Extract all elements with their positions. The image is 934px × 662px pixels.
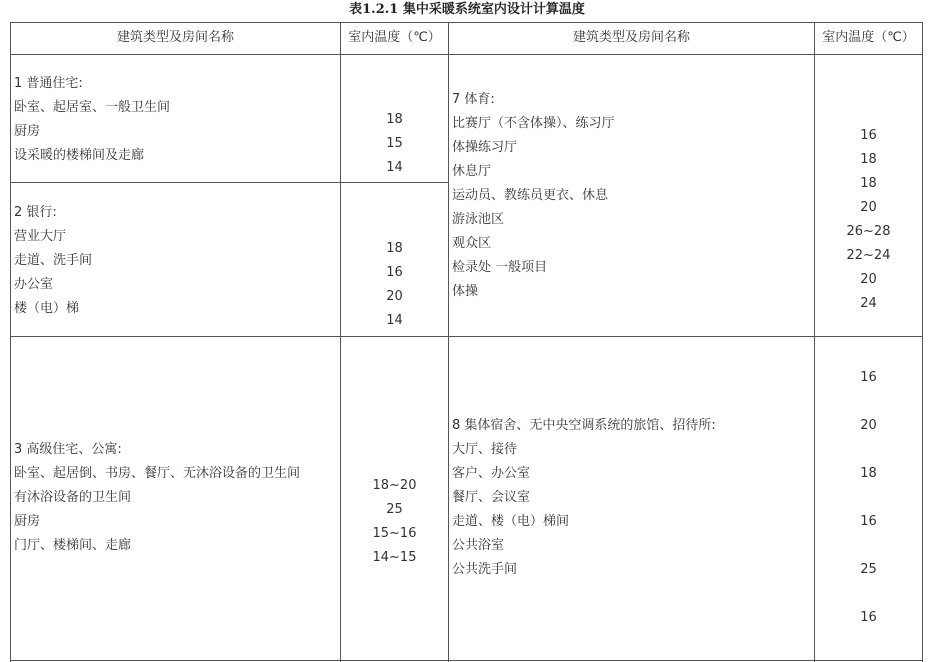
group3-room: 卧室、起居倒、书房、餐厅、无沐浴设备的卫生间 bbox=[14, 466, 301, 481]
group8-room: 餐厅、会议室 bbox=[452, 490, 531, 505]
header-temp-left: 室内温度（℃） bbox=[348, 30, 441, 45]
group7-temp: 20 bbox=[860, 200, 877, 215]
group7-room: 比赛厅（不含体操）、练习厅 bbox=[452, 116, 615, 131]
group3-temp: 15~16 bbox=[372, 526, 417, 541]
group3-room: 厨房 bbox=[14, 514, 41, 529]
group2-room: 营业大厅 bbox=[14, 229, 67, 244]
group7-temp: 20 bbox=[860, 272, 877, 287]
group7-room: 休息厅 bbox=[452, 164, 492, 179]
table-border-left bbox=[10, 22, 11, 662]
group3-temps bbox=[341, 474, 448, 570]
group1-category: 1 普通住宅: bbox=[14, 76, 83, 91]
group3-room: 有沐浴设备的卫生间 bbox=[14, 490, 132, 505]
group7-category: 7 体育: bbox=[452, 92, 495, 107]
group7-temp: 16 bbox=[860, 128, 877, 143]
group2-room: 楼（电）梯 bbox=[14, 301, 80, 316]
group8-room: 客户、办公室 bbox=[452, 466, 531, 481]
group8-temp: 16 bbox=[860, 514, 877, 529]
group1-temp: 18 bbox=[386, 112, 403, 127]
group8-room: 公共浴室 bbox=[452, 538, 505, 553]
group2-names bbox=[14, 201, 338, 321]
group2-temp: 14 bbox=[386, 313, 403, 328]
group3-names bbox=[14, 438, 338, 558]
group7-names bbox=[452, 88, 812, 304]
group2-category: 2 银行: bbox=[14, 205, 57, 220]
group7-room: 检录处 一般项目 bbox=[452, 260, 548, 275]
group8-category: 8 集体宿舍、无中央空调系统的旅馆、招待所: bbox=[452, 418, 716, 433]
group3-room: 门厅、楼梯间、走廊 bbox=[14, 538, 132, 553]
group7-room: 运动员、教练员更衣、休息 bbox=[452, 188, 609, 203]
group2-temps bbox=[341, 237, 448, 333]
group3-temp: 18~20 bbox=[372, 478, 417, 493]
group7-room: 观众区 bbox=[452, 236, 492, 251]
group2-room: 走道、洗手间 bbox=[14, 253, 93, 268]
group2-room: 办公室 bbox=[14, 277, 54, 292]
group8-room: 公共洗手间 bbox=[452, 562, 518, 577]
group2-divider bbox=[10, 336, 923, 337]
group2-temp: 20 bbox=[386, 289, 403, 304]
group8-room: 走道、楼（电）梯间 bbox=[452, 514, 570, 529]
group8-temp: 18 bbox=[860, 466, 877, 481]
header-name-right: 建筑类型及房间名称 bbox=[572, 30, 690, 45]
group3-temp: 14~15 bbox=[372, 550, 417, 565]
group7-temp: 26~28 bbox=[846, 224, 891, 239]
group8-room: 大厅、接待 bbox=[452, 442, 518, 457]
group8-temp: 20 bbox=[860, 418, 877, 433]
group7-temps bbox=[815, 124, 922, 316]
group8-temp: 16 bbox=[860, 370, 877, 385]
group1-temp: 15 bbox=[386, 136, 403, 151]
group1-temp: 14 bbox=[386, 160, 403, 175]
group3-category: 3 高级住宅、公寓: bbox=[14, 442, 122, 457]
header-name-left: 建筑类型及房间名称 bbox=[116, 30, 234, 45]
header-temp-right: 室内温度（℃） bbox=[822, 30, 915, 45]
group8-temp: 25 bbox=[860, 562, 877, 577]
group7-temp: 18 bbox=[860, 176, 877, 191]
group7-temp: 22~24 bbox=[846, 248, 891, 263]
group2-temp: 16 bbox=[386, 265, 403, 280]
group7-temp: 24 bbox=[860, 296, 877, 311]
group1-names bbox=[14, 72, 338, 168]
group2-temp: 18 bbox=[386, 241, 403, 256]
group7-room: 游泳池区 bbox=[452, 212, 505, 227]
group8-temp: 16 bbox=[860, 610, 877, 625]
group3-temp: 25 bbox=[386, 502, 403, 517]
group8-names bbox=[452, 414, 812, 582]
group7-room: 体操练习厅 bbox=[452, 140, 518, 155]
group1-room: 厨房 bbox=[14, 124, 41, 139]
column-divider-2 bbox=[448, 22, 449, 662]
group7-temp: 18 bbox=[860, 152, 877, 167]
group1-temps bbox=[341, 108, 448, 180]
group7-room: 体操 bbox=[452, 284, 479, 299]
group1-divider bbox=[10, 182, 448, 183]
header-divider bbox=[10, 54, 923, 55]
table-row-cut bbox=[10, 660, 923, 661]
group1-room: 卧室、起居室、一般卫生间 bbox=[14, 100, 171, 115]
table-title: 表1.2.1 集中采暖系统室内设计计算温度 bbox=[349, 2, 585, 17]
table-border-right bbox=[922, 22, 923, 662]
group1-room: 设采暖的楼梯间及走廊 bbox=[14, 148, 145, 163]
